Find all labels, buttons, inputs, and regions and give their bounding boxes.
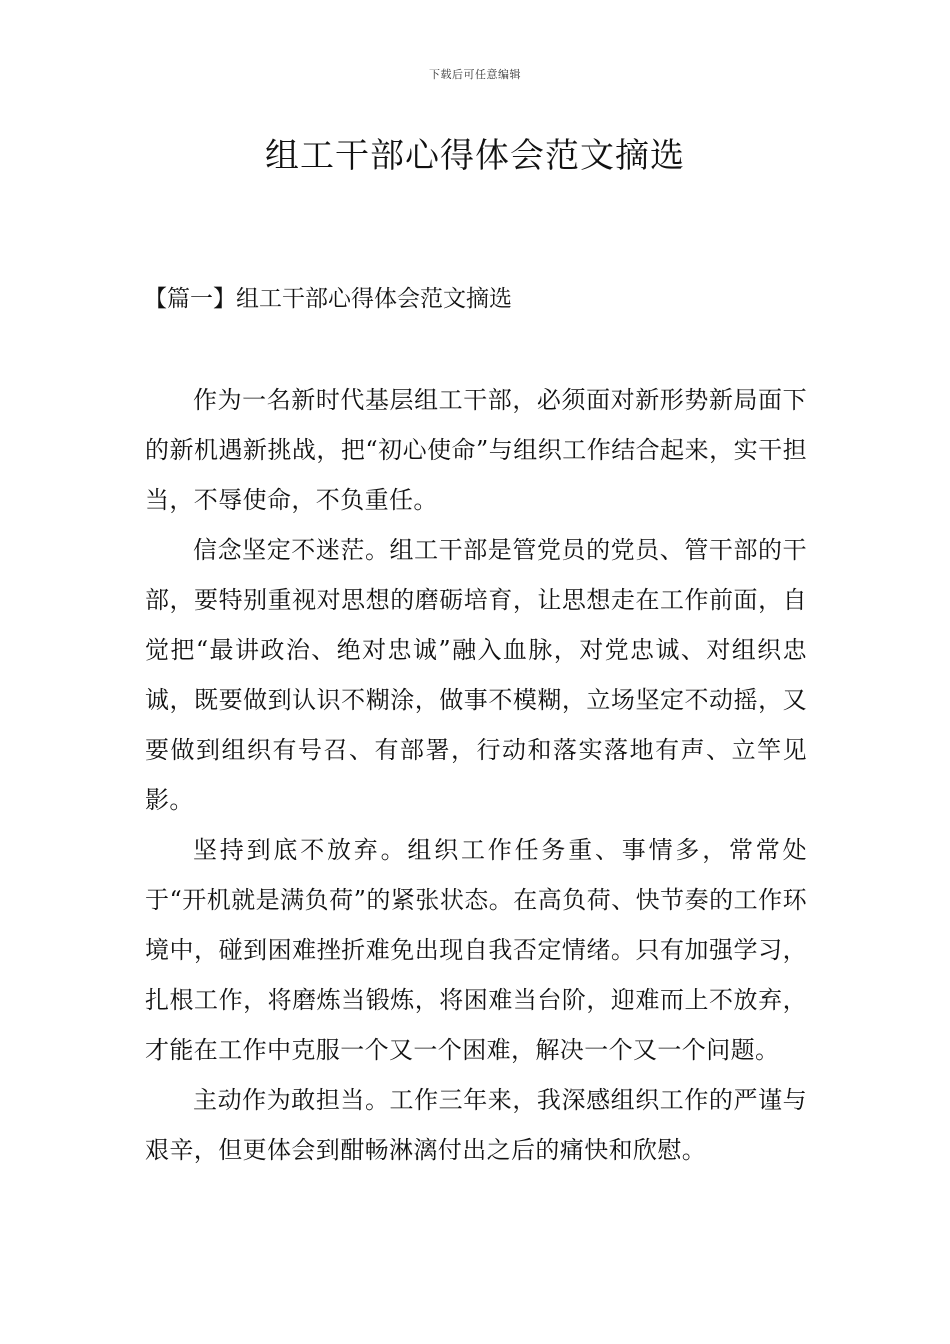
paragraph: 坚持到底不放弃。组织工作任务重、事情多，常常处于“开机就是满负荷”的紧张状态。在高负荷、快节奏的工作环境中，碰到困难挫折难免出现自我否定情绪。只有加强学习，扎根工作，将磨炼当锻炼，将困难当台阶，迎难而上不放弃，才能在工作中克服一个又一个困难，解决一个又一个问题。 xyxy=(145,836,807,1064)
header-note: 下载后可任意编辑 xyxy=(429,68,521,81)
document-title: 组工干部心得体会范文摘选 xyxy=(265,136,685,176)
body-text xyxy=(145,375,807,1175)
paragraph: 主动作为敢担当。工作三年来，我深感组织工作的严谨与艰辛，但更体会到酣畅淋漓付出之后的痛快和欣慰。 xyxy=(145,1086,807,1164)
paragraph: 作为一名新时代基层组工干部，必须面对新形势新局面下的新机遇新挑战，把“初心使命”与组织工作结合起来，实干担当，不辱使命，不负重任。 xyxy=(145,386,807,514)
paragraph: 信念坚定不迷茫。组工干部是管党员的党员、管干部的干部，要特别重视对思想的磨砺培育，让思想走在工作前面，自觉把“最讲政治、绝对忠诚”融入血脉，对党忠诚、对组织忠诚，既要做到认识不糊涂，做事不模糊，立场坚定不动摇，又要做到组织有号召、有部署，行动和落实落地有声、立竿见影。 xyxy=(145,536,807,814)
section-heading: 【篇一】组工干部心得体会范文摘选 xyxy=(144,286,512,312)
